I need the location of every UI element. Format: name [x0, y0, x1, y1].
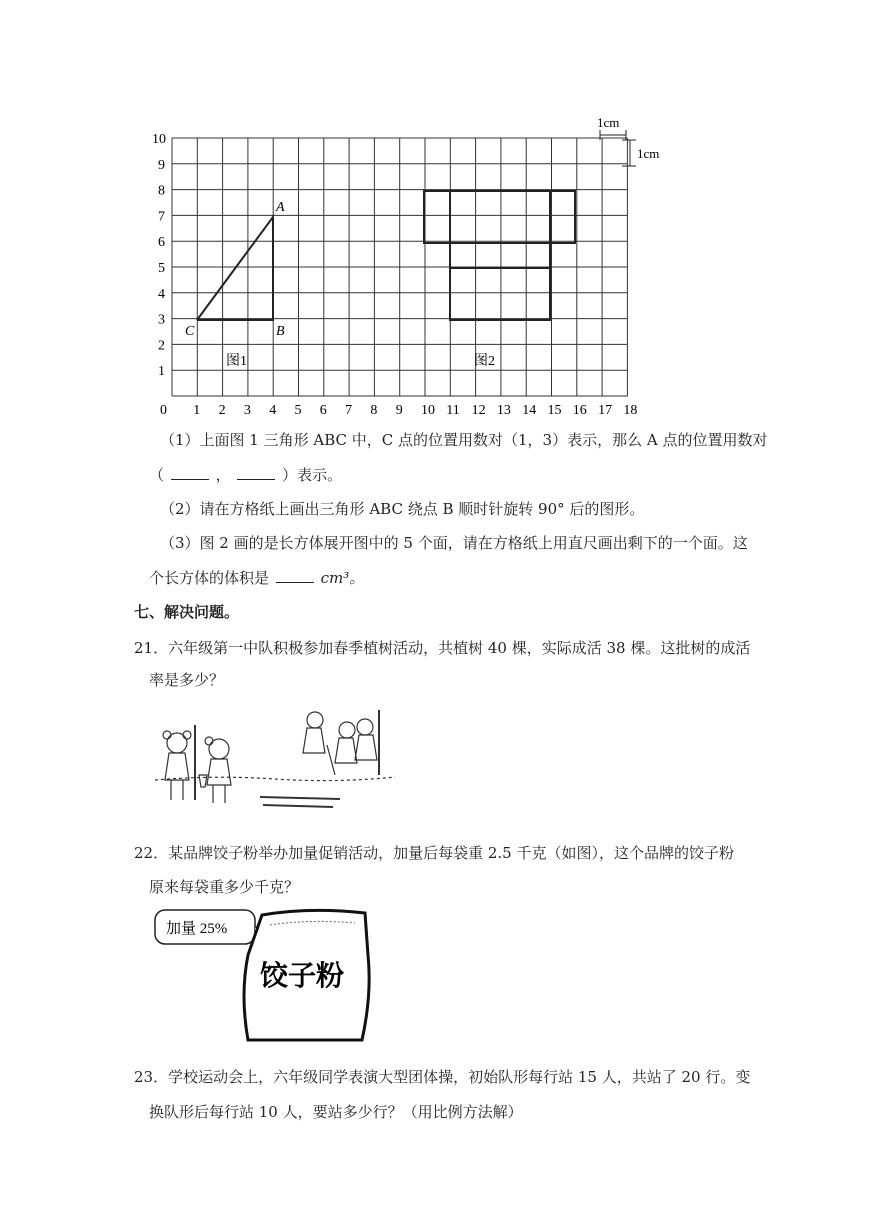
q23-line1: 23．学校运动会上，六年级同学表演大型团体操，初始队形每行站 15 人，共站了 20 行。变	[134, 1068, 751, 1086]
volume-prefix: 个长方体的体积是	[149, 569, 270, 587]
comma: ，	[215, 466, 231, 484]
y-tick-label: 3	[158, 312, 165, 328]
y-axis-ticks	[152, 132, 166, 379]
x-tick-label: 16	[572, 403, 587, 418]
q22-line2: 原来每袋重多少千克？	[149, 878, 300, 896]
point-a-label: A	[276, 200, 285, 215]
section-heading: 七、解决问题。	[134, 603, 240, 621]
x-tick-label: 12	[471, 403, 486, 418]
x-tick-label: 14	[522, 403, 537, 418]
x-tick-label: 6	[319, 403, 327, 418]
scale-vertical-label: 1cm	[637, 146, 660, 161]
x-tick-label: 7	[345, 403, 353, 418]
cuboid-net	[424, 191, 575, 320]
paren-close: ）表示。	[282, 466, 343, 484]
volume-answer-blank[interactable]	[276, 566, 314, 583]
flour-bag-illustration	[150, 905, 380, 1045]
bubble-text: 加量 25%	[166, 921, 228, 937]
y-tick-label: 6	[158, 235, 165, 251]
y-tick-label: 2	[158, 338, 165, 354]
x-tick-label: 18	[623, 403, 638, 418]
x-tick-label: 15	[547, 403, 562, 418]
y-tick-label: 10	[152, 132, 166, 147]
point-c-label: C	[185, 324, 195, 339]
x-tick-label: 1	[193, 403, 201, 418]
scale-indicator	[600, 130, 636, 166]
x-tick-label: 0	[160, 403, 167, 418]
x-tick-label: 11	[446, 403, 460, 418]
figure-1-label: 图1	[226, 354, 247, 369]
triangle-abc	[197, 217, 273, 320]
y-tick-label: 1	[158, 364, 165, 380]
y-tick-label: 8	[158, 183, 165, 199]
coordinate-grid-figure	[140, 110, 660, 420]
tree-planting-illustration	[155, 705, 395, 820]
y-tick-label: 9	[158, 157, 165, 173]
y-tick-label: 4	[158, 286, 165, 302]
q20-part2: （2）请在方格纸上画出三角形 ABC 绕点 B 顺时针旋转 90° 后的图形。	[160, 500, 645, 518]
q23-line2: 换队形后每行站 10 人，要站多少行？（用比例方法解）	[149, 1103, 523, 1121]
x-tick-label: 3	[243, 403, 251, 418]
q21-line1: 21．六年级第一中队积极参加春季植树活动，共植树 40 棵，实际成活 38 棵。这批树的成活	[134, 639, 751, 657]
volume-unit: cm³。	[320, 569, 365, 587]
x-tick-label: 8	[370, 403, 378, 418]
x-axis-ticks	[160, 403, 637, 418]
y-tick-label: 5	[158, 261, 165, 276]
q21-line2: 率是多少？	[149, 671, 225, 689]
x-tick-label: 10	[421, 403, 435, 418]
x-tick-label: 9	[395, 403, 403, 418]
x-tick-label: 17	[598, 403, 613, 418]
figure-2-label: 图2	[474, 354, 495, 369]
answer-blank-y[interactable]	[237, 463, 275, 480]
x-tick-label: 4	[269, 403, 277, 418]
y-tick-label: 7	[158, 209, 165, 225]
x-tick-label: 5	[294, 403, 302, 418]
x-tick-label: 13	[496, 403, 511, 418]
paren-open: （	[149, 466, 165, 484]
q22-line1: 22．某品牌饺子粉举办加量促销活动，加量后每袋重 2.5 千克（如图），这个品牌的饺子粉	[134, 844, 734, 862]
scale-horizontal-label: 1cm	[597, 115, 620, 130]
bag-label: 饺子粉	[260, 961, 345, 992]
q20-part3-line1: （3）图 2 画的是长方体展开图中的 5 个面，请在方格纸上用直尺画出剩下的一个面。这	[160, 534, 748, 552]
x-tick-label: 2	[218, 403, 226, 418]
q20-part1-line1: （1）上面图 1 三角形 ABC 中，C 点的位置用数对（1，3）表示，那么 A 点的位置用数对	[160, 431, 768, 449]
q20-part3-line2	[149, 566, 364, 589]
q20-part1-line2	[149, 463, 342, 486]
point-b-label: B	[276, 324, 285, 339]
answer-blank-x[interactable]	[171, 463, 209, 480]
